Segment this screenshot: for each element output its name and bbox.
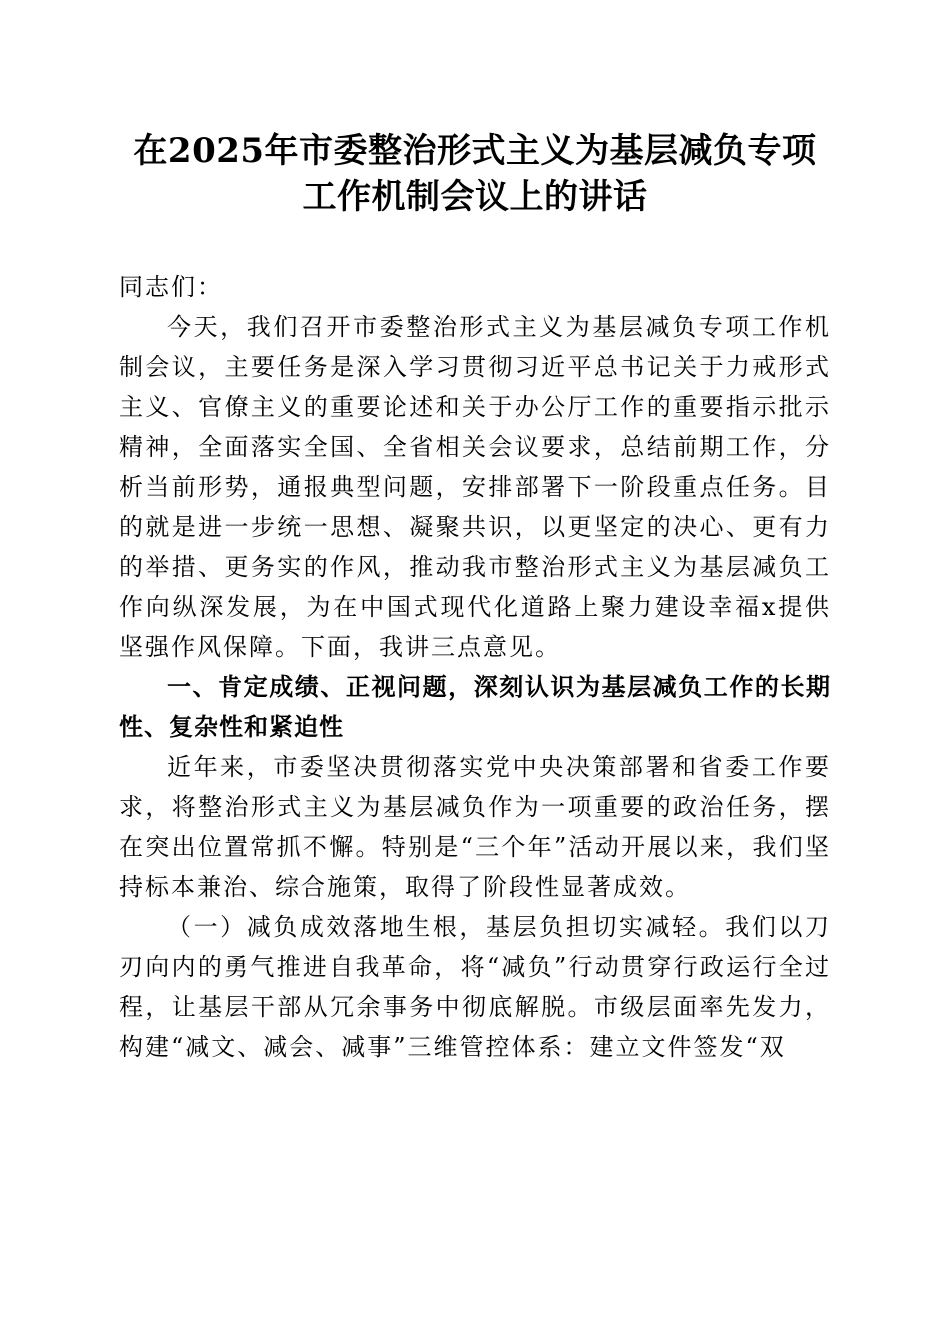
document-body — [119, 267, 831, 1067]
title-line-2: 工作机制会议上的讲话 — [302, 177, 648, 217]
salutation: 同志们： — [119, 273, 223, 301]
section-heading-1: 一、肯定成绩、正视问题，深刻认识为基层减负工作的长期性、复杂性和紧迫性 — [119, 673, 831, 741]
title-line-1: 在2025年市委整治形式主义为基层减负专项 — [133, 131, 817, 171]
paragraph-opening: 今天，我们召开市委整治形式主义为基层减负专项工作机制会议，主要任务是深入学习贯彻习近平总书记关于力戒形式主义、官僚主义的重要论述和关于办公厅工作的重要指示批示精神，全面落实全国、全省相关会议要求，总结前期工作，分析当前形势，通报典型问题，安排部署下一阶段重点任务。目的就是进一步统一思想、凝聚共识，以更坚定的决心、更有力的举措、更务实的作风，推动我市整治形式主义为基层减负工作向纵深发展，为在中国式现代化道路上聚力建设幸福x提供坚强作风保障。下面，我讲三点意见。 — [119, 313, 831, 661]
document-title — [119, 128, 831, 220]
document-page — [119, 128, 831, 1067]
paragraph-subsection-1 — [119, 907, 831, 1067]
paragraph-achievements: 近年来，市委坚决贯彻落实党中央决策部署和省委工作要求，将整治形式主义为基层减负作为一项重要的政治任务，摆在突出位置常抓不懈。特别是“三个年”活动开展以来，我们坚持标本兼治、综合施策，取得了阶段性显著成效。 — [119, 753, 831, 901]
subsection-1-text: 我们以刀刃向内的勇气推进自我革命，将“减负”行动贯穿行政运行全过程，让基层干部从冗余事务中彻底解脱。市级层面率先发力，构建“减文、减会、减事”三维管控体系：建立文件签发“双 — [119, 913, 831, 1061]
subsection-heading-1: （一）减负成效落地生根，基层负担切实减轻。 — [167, 913, 726, 941]
